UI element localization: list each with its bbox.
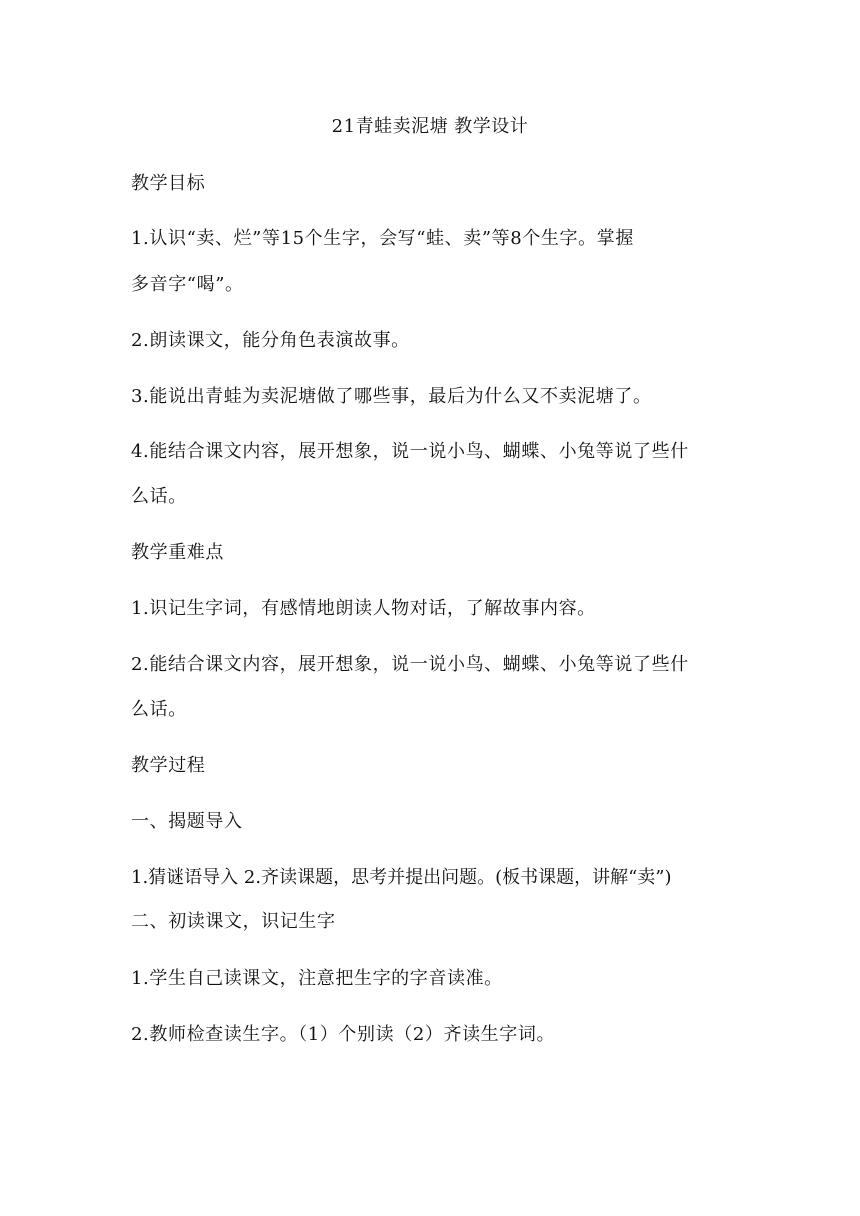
objective-2: 2.朗读课文，能分角色表演故事。 [131,330,410,351]
document-title: 21青蛙卖泥塘 教学设计 [331,116,529,137]
keypoint-1: 1.识记生字词，有感情地朗读人物对话，了解故事内容。 [131,598,596,619]
step-2-paragraph-1: 1.学生自己读课文，注意把生字的字音读准。 [131,968,503,989]
keypoint-2-line-1: 2.能结合课文内容，展开想象，说一说小鸟、蝴蝶、小兔等说了些什 [131,654,689,675]
objective-4-line-1: 4.能结合课文内容，展开想象，说一说小鸟、蝴蝶、小兔等说了些什 [131,441,689,462]
process-heading: 教学过程 [131,755,206,776]
objective-3: 3.能说出青蛙为卖泥塘做了哪些事，最后为什么又不卖泥塘了。 [131,386,652,407]
step-1-content: 1.猜谜语导入 2.齐读课题，思考并提出问题。(板书课题，讲解“卖”) [131,867,672,888]
objective-1-line-1: 1.认识“卖、烂”等15个生字，会写“蛙、卖”等8个生字。掌握 [131,228,634,249]
objectives-heading: 教学目标 [131,173,206,194]
objective-1-line-2: 多音字“喝”。 [131,274,244,295]
objective-4-line-2: 么话。 [131,486,187,507]
step-1-heading: 一、揭题导入 [131,811,243,832]
keypoint-2-line-2: 么话。 [131,699,187,720]
step-2-heading: 二、初读课文，识记生字 [131,911,336,932]
step-2-paragraph-2: 2.教师检查读生字。（1）个别读（2）齐读生字词。 [131,1024,556,1045]
keypoints-heading: 教学重难点 [131,542,224,563]
